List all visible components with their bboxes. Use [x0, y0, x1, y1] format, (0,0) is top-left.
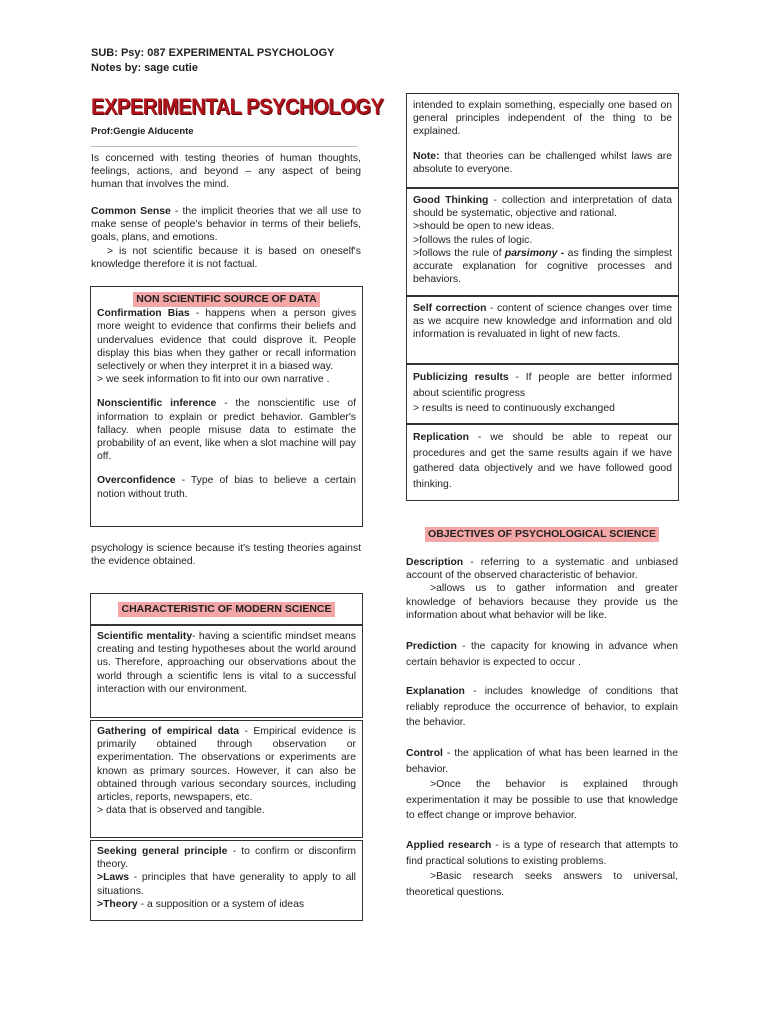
theory-term: >Theory — [97, 898, 138, 910]
applied-research-term: Applied research — [406, 840, 492, 851]
scientific-mentality-box — [90, 625, 363, 718]
confirmation-bias-term: Confirmation Bias — [97, 308, 190, 320]
common-sense-paragraph — [91, 205, 361, 271]
general-principle-text: - to confirm or disconfirm theory. — [97, 846, 356, 871]
empirical-data-term: Gathering of empirical data — [97, 726, 240, 737]
description-term: Description — [406, 557, 464, 568]
common-sense-note: > is not scientific because it is based on oneself's knowledge therefore it is not factual. — [91, 245, 361, 270]
description-text: - referring to a systematic and unbiased account of the observed characteristic of behavior. — [406, 557, 678, 582]
laws-text: - principles that have generality to apply to all situations. — [97, 872, 356, 897]
general-principle-paragraph — [97, 845, 356, 871]
control-note: >Once the behavior is explained through experimentation it may be possible to use that knowledge to effect change or improve behavior. — [406, 779, 678, 821]
publicizing-results-paragraph — [413, 370, 672, 401]
page-title: EXPERIMENTAL PSYCHOLOGY — [91, 94, 384, 119]
empirical-data-box — [90, 720, 363, 838]
explanation-text: - includes knowledge of conditions that reliably reproduce the occurrence of behavior, to explain the behavior. — [406, 686, 678, 728]
explanation-section — [406, 684, 678, 731]
control-term: Control — [406, 748, 443, 759]
objectives-heading-row — [406, 527, 678, 542]
empirical-data-text: - Empirical evidence is primarily obtained through observation or experimentation. The observations or experiments are known as primary sources. However, it can also be obtained through various secondary sources, including articles, reports, newspapers, etc. — [97, 726, 356, 804]
self-correction-box — [406, 296, 679, 364]
overconfidence-paragraph — [97, 474, 356, 500]
parsimony-lead: >follows the rule of — [413, 247, 505, 259]
applied-research-paragraph — [406, 838, 678, 869]
confirmation-bias-paragraph — [97, 307, 356, 373]
parsimony-term: parsimony - — [504, 247, 565, 259]
description-paragraph — [406, 556, 678, 582]
control-paragraph — [406, 746, 678, 777]
modern-science-heading: CHARACTERISTIC OF MODERN SCIENCE — [118, 602, 334, 617]
note-text: that theories can be challenged whilst laws are absolute to everyone. — [413, 150, 672, 175]
laws-term: >Laws — [97, 872, 130, 884]
notes-author: Notes by: sage cutie — [91, 62, 198, 74]
confirmation-bias-note: > we seek information to fit into our own narrative . — [97, 374, 330, 386]
empirical-data-note: > data that is observed and tangible. — [97, 805, 265, 817]
common-sense-text: - the implicit theories that we all use to make sense of people's behavior in terms of their beliefs, goals, plans, and emotions. — [91, 206, 362, 244]
note-term: Note: — [413, 150, 440, 162]
general-principle-term: Seeking general principle — [97, 846, 228, 857]
theory-paragraph — [97, 898, 356, 911]
confirmation-bias-text: - happens when a person gives more weight to evidence that confirms their beliefs and undervalues evidence that could disprove it. People display this bias when they gather or recall information selectively or when they interpret it in a biased way. — [97, 308, 357, 373]
prediction-section — [406, 639, 678, 670]
overconfidence-text: - Type of bias to believe a certain notion without truth. — [97, 475, 356, 500]
self-correction-text: - content of science changes over time as we acquire new knowledge and information and old information is revaluated in light of new facts. — [413, 303, 672, 341]
title-divider — [91, 146, 357, 147]
spacer — [413, 139, 672, 150]
common-sense-term: Common Sense — [91, 206, 171, 217]
nonscientific-box — [90, 286, 363, 527]
general-principle-box — [90, 840, 363, 921]
modern-science-heading-box — [90, 593, 363, 625]
good-thinking-text: - collection and interpretation of data should be systematic, objective and rational. — [413, 195, 672, 220]
spacer — [97, 463, 356, 474]
theory-continuation-box — [406, 93, 679, 188]
control-text: - the application of what has been learned in the behavior. — [406, 748, 678, 775]
prediction-paragraph — [406, 639, 678, 670]
empirical-data-paragraph — [97, 725, 356, 804]
replication-paragraph — [413, 430, 672, 492]
nonscientific-heading: NON SCIENTIFIC SOURCE OF DATA — [133, 292, 319, 307]
parsimony-text: as finding the simplest accurate explanation for cognitive processes and behaviors. — [413, 247, 672, 286]
explanation-term: Explanation — [406, 686, 465, 697]
replication-text: - we should be able to repeat our procedures and get the same results again if we have gathered data objectively and we have followed good thinking. — [413, 432, 672, 490]
good-thinking-parsimony — [413, 247, 672, 287]
replication-box — [406, 424, 679, 501]
good-thinking-open: >should be open to new ideas. — [413, 221, 555, 233]
good-thinking-term: Good Thinking — [413, 195, 489, 206]
self-correction-term: Self correction — [413, 303, 487, 314]
description-note: >allows us to gather information and greater knowledge of behaviors because they provide us the information about what behavior will be like. — [406, 583, 678, 621]
applied-research-section — [406, 838, 678, 900]
objectives-heading: OBJECTIVES OF PSYCHOLOGICAL SCIENCE — [425, 527, 659, 542]
nonscientific-inference-paragraph — [97, 397, 356, 463]
good-thinking-paragraph — [413, 194, 672, 220]
control-section — [406, 746, 678, 824]
publicizing-results-term: Publicizing results — [413, 372, 509, 383]
scientific-mentality-term: Scientific mentality — [97, 631, 193, 642]
prediction-term: Prediction — [406, 641, 457, 652]
spacer — [97, 386, 356, 397]
replication-term: Replication — [413, 432, 470, 443]
basic-research-note: >Basic research seeks answers to universal, theoretical questions. — [406, 871, 678, 898]
professor-name: Prof:Gengie Alducente — [91, 126, 194, 137]
self-correction-paragraph — [413, 302, 672, 342]
good-thinking-box — [406, 188, 679, 296]
scientific-mentality-paragraph — [97, 630, 356, 696]
psychology-science-paragraph: psychology is science because it's testing theories against the evidence obtained. — [91, 543, 361, 568]
good-thinking-logic: >follows the rules of logic. — [413, 234, 533, 246]
laws-paragraph — [97, 871, 356, 897]
publicizing-results-text: - If people are better informed about scientific progress — [413, 372, 672, 399]
explanation-paragraph — [406, 684, 678, 731]
intro-paragraph: Is concerned with testing theories of human thoughts, feelings, actions, and beyond – any aspect of being human that involves the mind. — [91, 153, 361, 191]
note-paragraph — [413, 150, 672, 176]
applied-research-text: - is a type of research that attempts to find practical solutions to existing problems. — [406, 840, 678, 867]
scientific-mentality-text: - having a scientific mindset means creating and testing hypotheses about the world around us. Therefore, approaching our observations about the world through a scientific lens is vital to a successful interaction with our environment. — [97, 631, 356, 695]
overconfidence-term: Overconfidence — [97, 475, 176, 487]
nonscientific-inference-term: Nonscientific inference — [97, 398, 217, 410]
subject-line: SUB: Psy: 087 EXPERIMENTAL PSYCHOLOGY — [91, 47, 335, 59]
prediction-text: - the capacity for knowing in advance when certain behavior is expected to occur . — [406, 641, 678, 668]
publicizing-results-box — [406, 364, 679, 424]
theory-text: - a supposition or a system of ideas — [137, 898, 305, 910]
publicizing-results-note: > results is need to continuously exchanged — [413, 403, 615, 414]
nonscientific-inference-text: - the nonscientific use of information to explain or predict behavior. Gambler's fallacy. when people misuse data to estimate the probability of an event, like when a slot machine will pay off. — [97, 398, 357, 463]
description-section — [406, 556, 678, 622]
theory-continuation-text: intended to explain something, especially one based on general principles independent of the thing to be explained. — [413, 100, 672, 138]
